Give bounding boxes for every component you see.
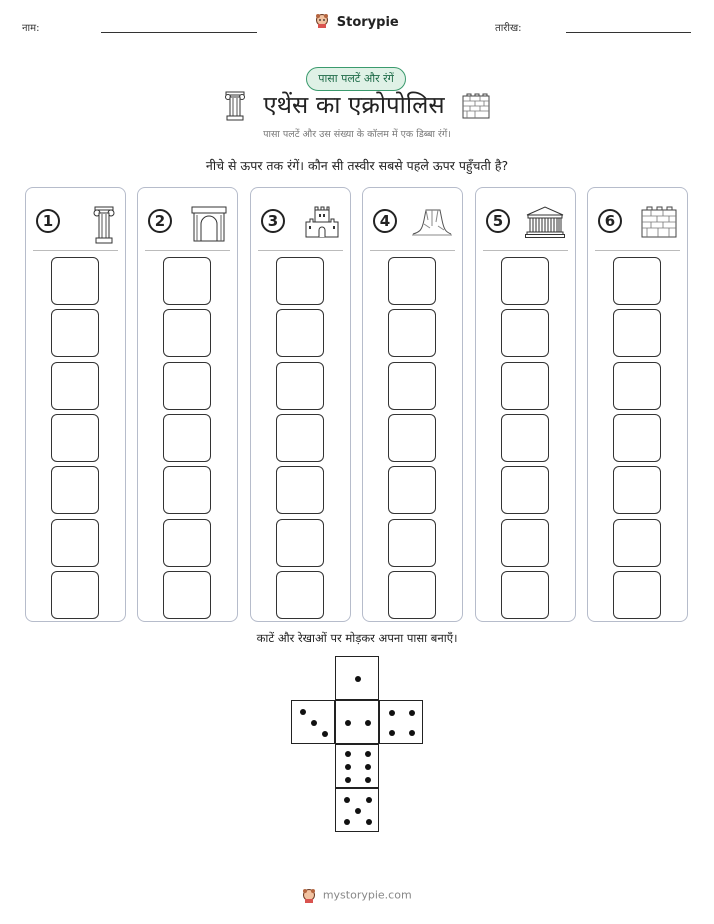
dice-pip [300,709,306,715]
dice-face-3 [291,700,335,744]
color-box[interactable] [501,414,549,462]
color-box[interactable] [501,519,549,567]
color-box[interactable] [163,362,211,410]
column-header [261,206,344,240]
brand [0,13,714,32]
footer-url: mystorypie.com [322,888,412,902]
dice-pip [365,720,371,726]
color-box[interactable] [163,519,211,567]
color-box[interactable] [613,519,661,567]
column-header [373,206,456,240]
column-5 [475,187,576,622]
column-number: 4 [373,209,397,233]
dice-pip [365,751,371,757]
color-box[interactable] [163,571,211,619]
column-header [148,206,231,240]
brand-name: Storypie [336,15,399,30]
column-number: 5 [486,209,510,233]
date-line [566,32,691,33]
instruction: नीचे से ऊपर तक रंगें। कौन सी तस्वीर सबसे पहले ऊपर पहुँचती है? [205,158,509,173]
color-box[interactable] [501,309,549,357]
dice-pip [345,720,351,726]
column-header [36,206,119,240]
color-box[interactable] [388,466,436,514]
footer [0,888,714,903]
color-box[interactable] [613,571,661,619]
color-box[interactable] [388,519,436,567]
color-box[interactable] [163,309,211,357]
dice-pip [345,751,351,757]
dice-pip [365,764,371,770]
name-label: नाम: [22,23,40,34]
column-2 [137,187,238,622]
page-title: एथेंस का एक्रोपोलिस [263,91,445,119]
color-box[interactable] [501,362,549,410]
activity-badge: पासा पलटें और रंगें [306,67,406,91]
color-box[interactable] [276,414,324,462]
arch-icon [191,206,227,246]
color-box[interactable] [388,414,436,462]
column-divider [483,250,568,251]
color-box[interactable] [388,257,436,305]
color-box[interactable] [163,414,211,462]
color-box[interactable] [613,257,661,305]
dice-pip [345,777,351,783]
dice-pip [344,819,350,825]
dice-pip [311,720,317,726]
column-4 [362,187,463,622]
subtitle: पासा पलटें और उस संख्या के कॉलम में एक डिब्बा रंगें। [263,129,451,140]
color-box[interactable] [388,362,436,410]
color-box[interactable] [276,362,324,410]
castle-icon [304,206,340,242]
dice-pip [322,731,328,737]
name-line [101,32,257,33]
color-box[interactable] [613,309,661,357]
color-box[interactable] [51,519,99,567]
dice-face-6 [335,744,379,788]
dice-face-2 [335,700,379,744]
color-box[interactable] [51,257,99,305]
page-title-row [0,88,714,121]
color-box[interactable] [501,466,549,514]
column-1 [25,187,126,622]
wall-icon [641,206,677,242]
footer-logo-icon [302,888,316,903]
temple-icon [525,206,565,242]
dice-pip [409,730,415,736]
color-box[interactable] [51,414,99,462]
dice-face-1 [335,656,379,700]
title-column-icon [224,91,254,119]
title-wall-icon [462,91,490,119]
dice-pip [409,710,415,716]
column-header [486,206,569,240]
column-number: 1 [36,209,60,233]
color-box[interactable] [613,466,661,514]
color-box[interactable] [276,257,324,305]
color-box[interactable] [613,414,661,462]
color-box[interactable] [51,466,99,514]
color-box[interactable] [276,309,324,357]
color-box[interactable] [51,571,99,619]
storypie-logo-icon [315,13,329,32]
rock-icon [412,206,452,240]
dice-pip [389,730,395,736]
column-6 [587,187,688,622]
color-box[interactable] [163,466,211,514]
color-box[interactable] [388,571,436,619]
color-box[interactable] [276,519,324,567]
date-label: तारीख: [495,23,522,34]
dice-pip [345,764,351,770]
dice-pip [355,676,361,682]
dice-pip [355,808,361,814]
color-box[interactable] [501,257,549,305]
column-number: 2 [148,209,172,233]
color-box[interactable] [501,571,549,619]
color-box[interactable] [276,466,324,514]
column-number: 6 [598,209,622,233]
dice-pip [366,797,372,803]
color-box[interactable] [388,309,436,357]
column-divider [145,250,230,251]
color-box[interactable] [51,309,99,357]
column-icon [93,206,115,248]
column-header [598,206,681,240]
column-divider [370,250,455,251]
color-box[interactable] [613,362,661,410]
dice-face-4 [379,700,423,744]
column-number: 3 [261,209,285,233]
dice-pip [365,777,371,783]
color-box[interactable] [51,362,99,410]
color-box[interactable] [163,257,211,305]
column-divider [258,250,343,251]
dice-pip [366,819,372,825]
color-box[interactable] [276,571,324,619]
dice-pip [344,797,350,803]
column-divider [33,250,118,251]
column-divider [595,250,680,251]
column-3 [250,187,351,622]
dice-pip [389,710,395,716]
dice-face-5 [335,788,379,832]
cut-instruction: काटें और रेखाओं पर मोड़कर अपना पासा बनाएँ। [256,631,458,645]
